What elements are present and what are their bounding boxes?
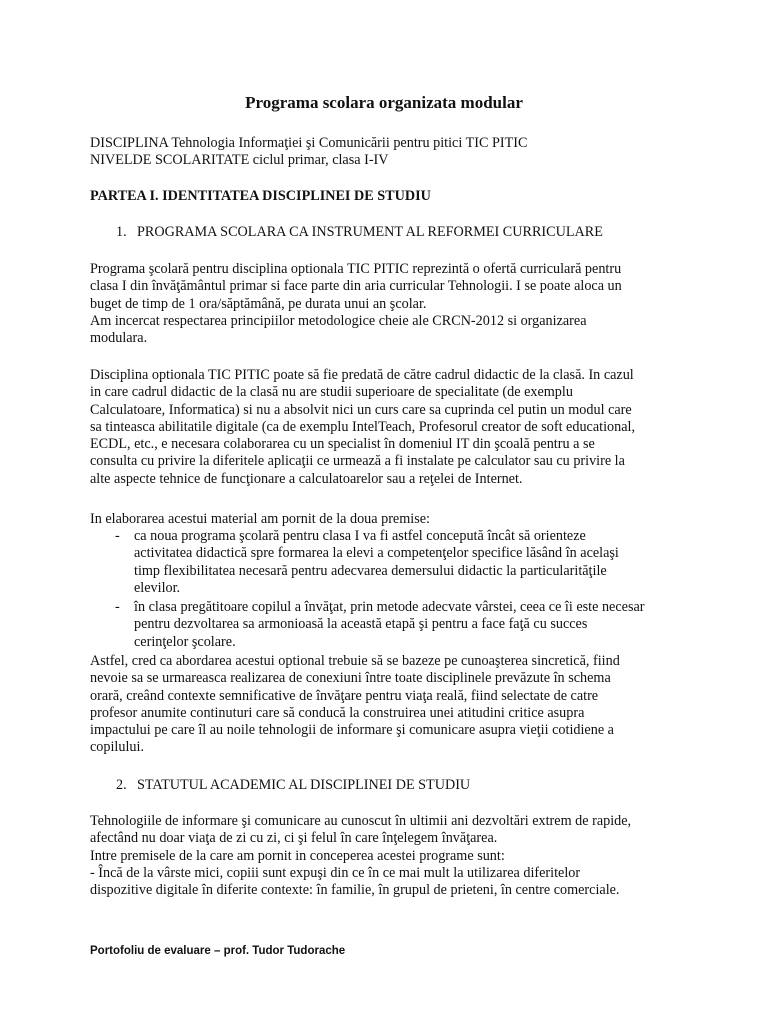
text-line: alte aspecte tehnice de funcţionare a calculatoarelor sau a reţelei de Internet. <box>90 470 523 487</box>
text-line: Programa şcolară pentru disciplina optionala TIC PITIC reprezintă o ofertă curriculară pentru <box>90 261 622 277</box>
page-footer: Portofoliu de evaluare – prof. Tudor Tudorache <box>90 945 346 957</box>
discipline-header <box>90 135 690 170</box>
text-line: profesor anumite continuturi care să conducă la construirea unei atitudini critice asupra <box>90 704 585 721</box>
schooling-level-line: NIVELDE SCOLARITATE ciclul primar, clasa I-IV <box>90 152 389 169</box>
text-line: pentru dezvoltarea sa armonioasă la această etapă şi pentru a face faţă cu succes <box>134 616 588 633</box>
text-line: timp flexibilitatea necesară pentru adecvarea demersului didactic la particularităţile <box>134 562 607 579</box>
text-line: Calculatoare, Informatica) si nu a absolvit nici un curs care sa cuprinda cel putin un modul care <box>90 401 632 418</box>
text-line: copilului. <box>90 739 144 756</box>
section-2-number: 2. <box>116 777 127 793</box>
paragraph-4 <box>90 653 690 757</box>
text-line: impactului pe care îl au noile tehnologii de informare şi comunicare asupra vieţii cotidiene a <box>90 722 614 739</box>
bullet-item <box>134 528 694 597</box>
text-line: Disciplina optionala TIC PITIC poate să fie predată de către cadrul didactic de la clasă. In cazul <box>90 367 634 383</box>
text-line: dispozitive digitale în diferite contexte: în familie, în grupul de prieteni, în centre comerciale. <box>90 882 620 899</box>
paragraph-2 <box>90 367 690 488</box>
paragraph-1 <box>90 261 690 347</box>
text-line: Am incercat respectarea principiilor metodologice cheie ale CRCN-2012 si organizarea <box>90 312 587 329</box>
text-line: buget de timp de 1 ora/săptămână, pe durata unui an şcolar. <box>90 295 427 312</box>
text-line: clasa I din învăţământul primar si face parte din aria curricular Tehnologii. I se poate aloca un <box>90 278 622 295</box>
text-line: consulta cu privire la diferitele aplicaţii ce urmează a fi instalate pe calculator sau cu privire la <box>90 453 625 470</box>
text-line: activitatea didactică spre formarea la elevi a competenţelor specifice lăsând în acelaşi <box>134 545 619 562</box>
section-1-number: 1. <box>116 224 127 240</box>
discipline-line: DISCIPLINA Tehnologia Informaţiei şi Comunicării pentru pitici TIC PITIC <box>90 135 528 151</box>
bullet-dash: - <box>115 528 120 544</box>
bullet-item <box>134 599 694 651</box>
section-1-heading: PROGRAMA SCOLARA CA INSTRUMENT AL REFORMEI CURRICULARE <box>137 224 603 240</box>
text-line: afectând nu doar viaţa de zi cu zi, ci şi felul în care înţelegem învăţarea. <box>90 830 498 847</box>
text-line: ECDL, etc., e necesara colaborarea cu un specialist în domeniul IT din şcoală pentru a se <box>90 436 595 453</box>
text-line: in care cadrul didactic de la clasă nu are studii superioare de specialitate (de exemplu <box>90 384 573 401</box>
text-line: - Încă de la vârste mici, copiii sunt expuşi din ce în ce mai mult la utilizarea diferitelor <box>90 864 581 881</box>
text-line: elevilor. <box>134 579 181 596</box>
paragraph-5 <box>90 813 690 899</box>
text-line: Tehnologiile de informare şi comunicare au cunoscut în ultimii ani dezvoltări extrem de rapide, <box>90 813 632 829</box>
text-line: orară, creând contexte semnificative de învăţare pentru viaţa reală, fiind selectate de catre <box>90 687 599 704</box>
part-heading: PARTEA I. IDENTITATEA DISCIPLINEI DE STUDIU <box>90 188 431 204</box>
text-line: ca noua programa şcolară pentru clasa I va fi astfel concepută încât să orienteze <box>134 528 586 544</box>
text-line: nevoie sa se urmareasca realizarea de conexiuni între toate disciplinele prevăzute în schema <box>90 670 611 687</box>
text-line: cerinţelor şcolare. <box>134 633 236 650</box>
text-line: sa tinteasca abilitatile digitale (ca de exemplu IntelTeach, Profesorul creator de soft educational, <box>90 418 635 435</box>
bullet-dash: - <box>115 599 120 615</box>
paragraph-3-intro: In elaborarea acestui material am pornit de la doua premise: <box>90 511 430 527</box>
text-line: în clasa pregătitoare copilul a învăţat, prin metode adecvate vârstei, ceea ce îi este necesar <box>134 599 645 615</box>
text-line: modulara. <box>90 330 148 347</box>
text-line: Intre premisele de la care am pornit in conceperea acestei programe sunt: <box>90 847 505 864</box>
section-2-heading: STATUTUL ACADEMIC AL DISCIPLINEI DE STUDIU <box>137 777 471 793</box>
text-line: Astfel, cred ca abordarea acestui optional trebuie să se bazeze pe cunoaşterea sincretică, fiind <box>90 653 620 669</box>
page-title: Programa scolara organizata modular <box>245 93 523 112</box>
